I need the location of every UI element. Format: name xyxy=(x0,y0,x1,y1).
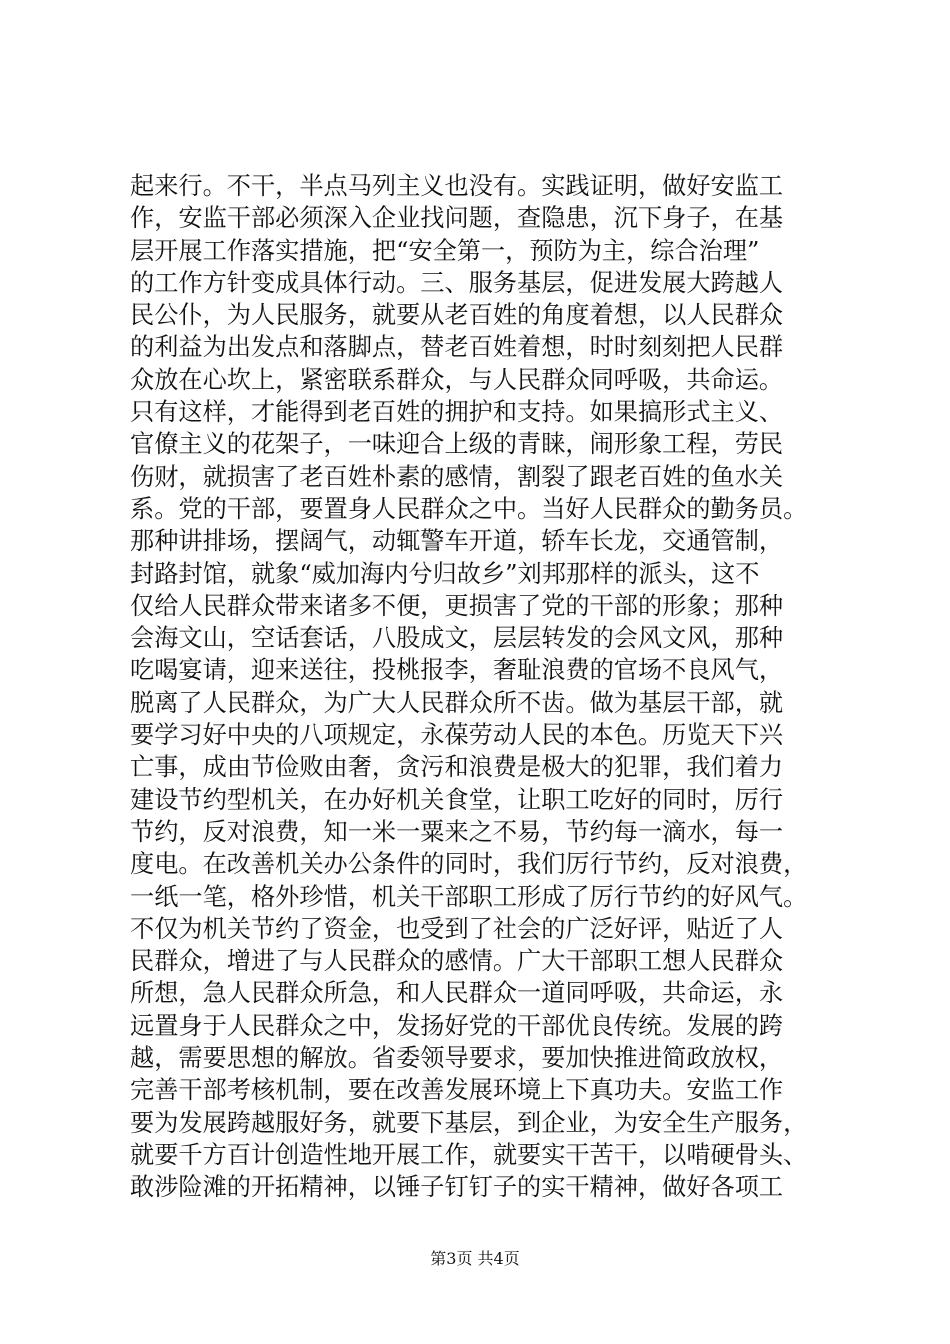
text-line: 仅给人民群众带来诸多不便，更损害了党的干部的形象；那种 xyxy=(130,591,784,620)
text-line: 远置身于人民群众之中，发扬好党的干部优良传统。发展的跨 xyxy=(130,1011,784,1040)
text-line: 起来行。不干，半点马列主义也没有。实践证明，做好安监工 xyxy=(130,172,784,200)
text-line: 封路封馆，就象“威加海内兮归故乡”刘邦那样的派头，这不 xyxy=(130,559,760,588)
text-line: 官僚主义的花架子，一味迎合上级的青睐，闹形象工程，劳民 xyxy=(130,430,784,459)
body-text xyxy=(130,170,850,1204)
text-line: 的利益为出发点和落脚点，替老百姓着想，时时刻刻把人民群 xyxy=(130,333,784,362)
text-line: 民群众，增进了与人民群众的感情。广大干部职工想人民群众 xyxy=(130,947,784,976)
text-line: 完善干部考核机制，要在改善发展环境上下真功夫。安监工作 xyxy=(130,1076,784,1105)
text-line: 要为发展跨越服好务，就要下基层，到企业，为安全生产服务， xyxy=(130,1108,808,1137)
page-footer: 第3页 共4页 xyxy=(430,1249,520,1268)
text-line: 节约，反对浪费，知一米一粟来之不易，节约每一滴水，每一 xyxy=(130,817,784,846)
text-line: 不仅为机关节约了资金，也受到了社会的广泛好评，贴近了人 xyxy=(130,914,784,943)
text-line: 吃喝宴请，迎来送往，投桃报李，奢耻浪费的官场不良风气， xyxy=(130,656,784,685)
text-line: 建设节约型机关，在办好机关食堂，让职工吃好的同时，厉行 xyxy=(130,785,784,814)
text-line: 伤财，就损害了老百姓朴素的感情，割裂了跟老百姓的鱼水关 xyxy=(130,462,784,491)
text-line: 要学习好中央的八项规定，永葆劳动人民的本色。历览天下兴 xyxy=(130,721,784,750)
text-line: 一纸一笔，格外珍惜，机关干部职工形成了厉行节约的好风气。 xyxy=(130,882,808,911)
text-line: 民公仆，为人民服务，就要从老百姓的角度着想，以人民群众 xyxy=(130,301,784,330)
text-line: 亡事，成由节俭败由奢，贪污和浪费是极大的犯罪，我们着力 xyxy=(130,753,784,782)
text-line: 所想，急人民群众所急，和人民群众一道同呼吸，共命运，永 xyxy=(130,979,784,1008)
text-line: 会海文山，空话套话，八股成文，层层转发的会风文风，那种 xyxy=(130,624,784,653)
text-line: 脱离了人民群众，为广大人民群众所不齿。做为基层干部，就 xyxy=(130,688,784,717)
text-line: 就要千方百计创造性地开展工作，就要实干苦干，以啃硬骨头、 xyxy=(130,1140,808,1169)
text-line: 层开展工作落实措施，把“安全第一，预防为主，综合治理” xyxy=(130,236,760,265)
text-line: 系。党的干部，要置身人民群众之中。当好人民群众的勤务员。 xyxy=(130,494,808,523)
text-line: 那种讲排场，摆阔气，动辄警车开道，轿车长龙，交通管制， xyxy=(130,527,784,556)
text-line: 敢涉险滩的开拓精神，以锤子钉钉子的实干精神，做好各项工 xyxy=(130,1173,784,1202)
text-line: 度电。在改善机关办公条件的同时，我们厉行节约，反对浪费， xyxy=(130,850,808,879)
text-line: 作，安监干部必须深入企业找问题，查隐患，沉下身子，在基 xyxy=(130,204,784,233)
text-line: 只有这样，才能得到老百姓的拥护和支持。如果搞形式主义、 xyxy=(130,398,784,427)
text-line: 众放在心坎上，紧密联系群众，与人民群众同呼吸，共命运。 xyxy=(130,365,784,394)
text-line: 越，需要思想的解放。省委领导要求，要加快推进简政放权， xyxy=(130,1044,784,1073)
text-line: 的工作方针变成具体行动。三、服务基层，促进发展大跨越人 xyxy=(130,268,784,297)
